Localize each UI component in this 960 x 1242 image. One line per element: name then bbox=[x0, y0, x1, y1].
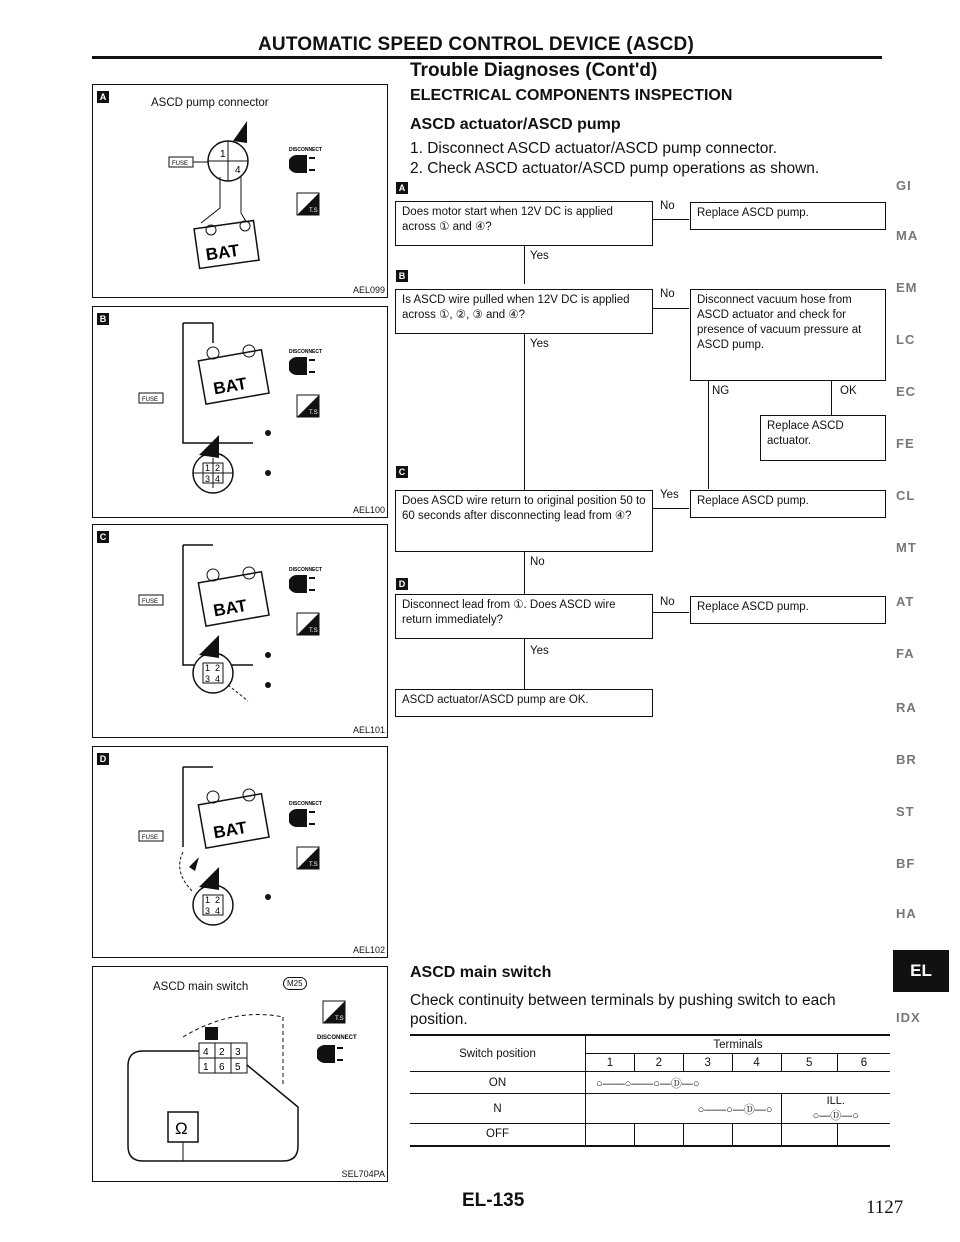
connector-badge: M25 bbox=[283, 977, 307, 990]
panel-tag-a: A bbox=[97, 91, 109, 103]
disconnect-icon-d bbox=[289, 797, 329, 877]
battery-label-b: BAT bbox=[211, 373, 249, 399]
flow-ok-line bbox=[831, 381, 832, 415]
flow-yes-4: Yes bbox=[530, 645, 549, 657]
flow-line-3 bbox=[524, 552, 525, 594]
panel-e-code: SEL704PA bbox=[341, 1169, 385, 1179]
flow-arrow-1 bbox=[653, 219, 689, 220]
panel-tag-b: B bbox=[97, 313, 109, 325]
fuse-label: FUSE bbox=[172, 161, 189, 167]
pin2-d: 2 bbox=[215, 895, 221, 905]
side-tab-at[interactable]: AT bbox=[896, 594, 915, 609]
disconnect-text-b: DISCONNECT bbox=[289, 349, 323, 355]
pin4-c: 4 bbox=[215, 674, 221, 684]
panel-d-code: AEL102 bbox=[352, 945, 385, 955]
ts-text-e: T.S bbox=[335, 1016, 344, 1022]
panel-c bbox=[92, 524, 388, 738]
side-tab-fe[interactable]: FE bbox=[896, 436, 915, 451]
on-continuity: ○——○——○—Ⓓ—○ bbox=[586, 1072, 891, 1094]
disconnect-icon-c bbox=[289, 563, 329, 643]
terminal-col: 1 bbox=[586, 1054, 635, 1072]
flow-yes-2: Yes bbox=[530, 338, 549, 350]
side-tab-fa[interactable]: FA bbox=[896, 646, 915, 661]
pin2-c: 2 bbox=[215, 663, 221, 673]
flow-result-1: Replace ASCD pump. bbox=[690, 202, 886, 230]
side-tab-br[interactable]: BR bbox=[896, 752, 917, 767]
pin4-b: 4 bbox=[215, 474, 221, 484]
flow-no-2: No bbox=[660, 288, 675, 300]
flow-ok: OK bbox=[840, 385, 857, 397]
flow-result-2: Disconnect vacuum hose from ASCD actuator and check for presence of vacuum pressure at ASCD pump. bbox=[690, 289, 886, 381]
side-tab-cl[interactable]: CL bbox=[896, 488, 916, 503]
disconnect-text: DISCONNECT bbox=[289, 147, 323, 153]
pin1-c: 1 bbox=[205, 663, 211, 673]
terminals-header: Terminals bbox=[586, 1035, 891, 1054]
ts-text-d: T.S bbox=[309, 862, 318, 868]
step-1: 1. Disconnect ASCD actuator/ASCD pump connector. bbox=[410, 140, 778, 157]
panel-d bbox=[92, 746, 388, 958]
side-tab-bf[interactable]: BF bbox=[896, 856, 916, 871]
pin3-c: 3 bbox=[205, 674, 211, 684]
disconnect-icon-e bbox=[317, 997, 377, 1107]
flow-arrow-3 bbox=[653, 508, 689, 509]
switch-continuity-table bbox=[410, 1034, 890, 1147]
subsection-heading: ASCD actuator/ASCD pump bbox=[410, 116, 621, 133]
flow-question-4: Disconnect lead from ①. Does ASCD wire return immediately? bbox=[395, 594, 653, 639]
flow-no-4: No bbox=[660, 596, 675, 608]
flow-final: ASCD actuator/ASCD pump are OK. bbox=[395, 689, 653, 717]
ohmmeter-symbol: Ω bbox=[175, 1119, 188, 1138]
disconnect-text-d: DISCONNECT bbox=[289, 801, 323, 807]
terminal-col: 3 bbox=[683, 1054, 732, 1072]
sw-pin-3: 3 bbox=[235, 1047, 241, 1058]
flow-arrow-2 bbox=[653, 308, 689, 309]
pin-1-label: 1 bbox=[220, 149, 226, 160]
terminal-col: 4 bbox=[732, 1054, 781, 1072]
sw-pin-4: 4 bbox=[203, 1047, 209, 1058]
flow-ng: NG bbox=[712, 385, 730, 397]
switch-description: Check continuity between terminals by pushing switch to each position. bbox=[410, 992, 836, 1028]
flow-question-1: Does motor start when 12V DC is applied across ① and ④? bbox=[395, 201, 653, 246]
side-tab-el-active[interactable]: EL bbox=[893, 950, 949, 992]
page-number: 1127 bbox=[866, 1197, 904, 1218]
flow-question-3: Does ASCD wire return to original position 50 to 60 seconds after disconnecting lead from ④? bbox=[395, 490, 653, 552]
panel-e-caption: ASCD main switch bbox=[153, 981, 249, 993]
panel-b-code: AEL100 bbox=[352, 505, 385, 515]
side-tab-ec[interactable]: EC bbox=[896, 384, 917, 399]
fuse-label-b: FUSE bbox=[142, 397, 159, 403]
battery-label-c: BAT bbox=[211, 595, 249, 621]
ts-text-c: T.S bbox=[309, 628, 318, 634]
panel-c-code: AEL101 bbox=[352, 725, 385, 735]
ts-text-b: T.S bbox=[309, 410, 318, 416]
side-tab-ha[interactable]: HA bbox=[896, 906, 917, 921]
panel-a-caption: ASCD pump connector bbox=[151, 97, 269, 109]
side-tab-idx[interactable]: IDX bbox=[896, 1010, 921, 1025]
flow-line-1 bbox=[524, 246, 525, 284]
disconnect-icon bbox=[289, 143, 329, 223]
flow-tag-b: B bbox=[396, 270, 408, 282]
battery-label-d: BAT bbox=[211, 817, 249, 843]
flow-tag-c: C bbox=[396, 466, 408, 478]
row-label-n: N bbox=[410, 1094, 586, 1124]
side-tab-em[interactable]: EM bbox=[896, 280, 918, 295]
page-subtitle: Trouble Diagnoses (Cont'd) bbox=[410, 60, 658, 81]
sw-pin-2: 2 bbox=[219, 1047, 225, 1058]
pin4-d: 4 bbox=[215, 906, 221, 916]
flow-tag-d: D bbox=[396, 578, 408, 590]
flow-yes-3: Yes bbox=[660, 489, 679, 501]
main-switch-diagram bbox=[113, 997, 313, 1167]
flow-result-2b: Replace ASCD actuator. bbox=[760, 415, 886, 461]
step-2: 2. Check ASCD actuator/ASCD pump operations as shown. bbox=[410, 160, 820, 177]
pin2-b: 2 bbox=[215, 463, 221, 473]
pin3-d: 3 bbox=[205, 906, 211, 916]
flow-tag-a: A bbox=[396, 182, 408, 194]
sw-pin-1: 1 bbox=[203, 1062, 209, 1073]
terminal-col: 6 bbox=[837, 1054, 890, 1072]
sw-pin-6: 6 bbox=[219, 1062, 225, 1073]
panel-a bbox=[92, 84, 388, 298]
flow-yes-1: Yes bbox=[530, 250, 549, 262]
ill-cell: ILL. ○—Ⓓ—○ bbox=[781, 1094, 890, 1124]
pin1-d: 1 bbox=[205, 895, 211, 905]
disconnect-text-e: DISCONNECT bbox=[317, 1035, 357, 1041]
ts-text: T.S bbox=[309, 208, 318, 214]
flow-line-4 bbox=[524, 639, 525, 689]
panel-a-code: AEL099 bbox=[352, 285, 385, 295]
disconnect-icon-b bbox=[289, 345, 329, 425]
row-label-off: OFF bbox=[410, 1124, 586, 1146]
pin1-b: 1 bbox=[205, 463, 211, 473]
side-tab-ra[interactable]: RA bbox=[896, 700, 917, 715]
flow-question-2: Is ASCD wire pulled when 12V DC is applied across ①, ②, ③ and ④? bbox=[395, 289, 653, 334]
side-tab-lc[interactable]: LC bbox=[896, 332, 916, 347]
disconnect-text-c: DISCONNECT bbox=[289, 567, 323, 573]
sw-pin-5: 5 bbox=[235, 1062, 241, 1073]
terminal-col: 5 bbox=[781, 1054, 837, 1072]
fuse-label-c: FUSE bbox=[142, 599, 159, 605]
side-tab-ma[interactable]: MA bbox=[896, 228, 919, 243]
panel-b bbox=[92, 306, 388, 518]
section-heading: ELECTRICAL COMPONENTS INSPECTION bbox=[410, 87, 733, 104]
panel-e bbox=[92, 966, 388, 1182]
flow-no-3: No bbox=[530, 556, 545, 568]
side-tab-st[interactable]: ST bbox=[896, 804, 915, 819]
page-code: EL-135 bbox=[462, 1190, 525, 1211]
pin-4-label: 4 bbox=[235, 165, 241, 176]
terminal-col: 2 bbox=[634, 1054, 683, 1072]
n-continuity: ○——○—Ⓓ—○ bbox=[586, 1094, 782, 1124]
battery-label: BAT bbox=[204, 240, 241, 265]
switch-position-header: Switch position bbox=[410, 1035, 586, 1072]
panel-tag-c: C bbox=[97, 531, 109, 543]
flow-arrow-4 bbox=[653, 612, 689, 613]
side-tab-gi[interactable]: GI bbox=[896, 178, 912, 193]
switch-heading: ASCD main switch bbox=[410, 964, 552, 981]
fuse-label-d: FUSE bbox=[142, 835, 159, 841]
flow-no-1: No bbox=[660, 200, 675, 212]
flow-result-3: Replace ASCD pump. bbox=[690, 490, 886, 518]
flow-result-4: Replace ASCD pump. bbox=[690, 596, 886, 624]
ill-label: ILL. bbox=[826, 1094, 845, 1107]
row-label-on: ON bbox=[410, 1072, 586, 1094]
side-tab-mt[interactable]: MT bbox=[896, 540, 917, 555]
flow-ng-line bbox=[708, 381, 709, 489]
pin3-b: 3 bbox=[205, 474, 211, 484]
panel-tag-d: D bbox=[97, 753, 109, 765]
page-title: AUTOMATIC SPEED CONTROL DEVICE (ASCD) bbox=[258, 34, 694, 55]
flow-line-2 bbox=[524, 334, 525, 490]
title-rule bbox=[92, 56, 882, 59]
